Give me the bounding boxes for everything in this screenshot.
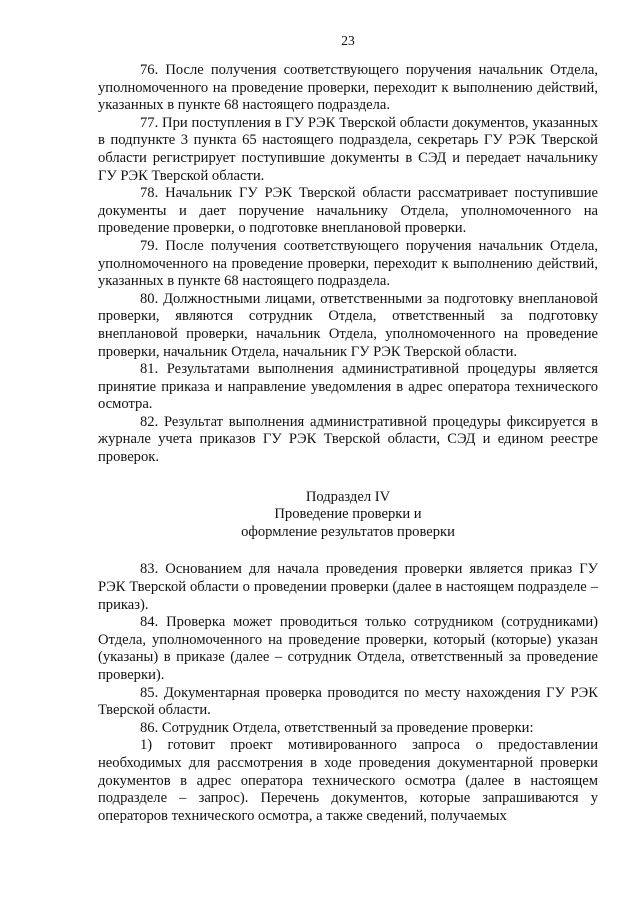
paragraph-84: 84. Проверка может проводиться только сотрудником (сотрудниками) Отдела, уполномоченного на проведение проверки, который (которые) указан (указаны) в приказе (далее – сотрудник Отдела, ответственный за проведение проверки).: [98, 614, 598, 683]
section-heading-title-line-1: Проведение проверки и: [274, 506, 422, 523]
section-heading-title-line-2: оформление результатов проверки: [241, 523, 455, 540]
paragraph-80: 80. Должностными лицами, ответственными за подготовку внеплановой проверки, являются сотрудник Отдела, ответственный за подготовку внеплановой проверки, начальник Отдела, уполномоченного на проведение проверки, начальник Отдела, начальник ГУ РЭК Тверской области.: [98, 290, 598, 360]
paragraph-82: 82. Результат выполнения административной процедуры фиксируется в журнале учета приказов ГУ РЭК Тверской области, СЭД и едином реестре проверок.: [98, 413, 598, 466]
page-number: 23: [341, 33, 355, 48]
section-heading: [98, 489, 598, 542]
paragraph-78: 78. Начальник ГУ РЭК Тверской области рассматривает поступившие документы и дает поручение начальнику Отдела, уполномоченного на проведение проверки, о подготовке внеплановой проверки.: [98, 185, 598, 237]
paragraph-79: 79. После получения соответствующего поручения начальник Отдела, уполномоченного на проведение проверки, переходит к выполнению действий, указанных в пункте 68 настоящего подраздела.: [98, 237, 598, 290]
paragraph-76: 76. После получения соответствующего поручения начальник Отдела, уполномоченного на проведение проверки, переходит к выполнению действий, указанных в пункте 68 настоящего подраздела.: [98, 62, 598, 114]
paragraph-85: 85. Документарная проверка проводится по месту нахождения ГУ РЭК Тверской области.: [98, 684, 598, 719]
paragraph-86: 86. Сотрудник Отдела, ответственный за проведение проверки:: [140, 719, 534, 736]
section-heading-subsection: Подраздел IV: [305, 488, 391, 505]
paragraph-77: 77. При поступления в ГУ РЭК Тверской области документов, указанных в подпункте 3 пункта 65 настоящего подраздела, секретарь ГУ РЭК Тверской области регистрирует поступившие документы в СЭД и передает начальнику ГУ РЭК Тверской области.: [98, 114, 598, 184]
paragraph-81: 81. Результатами выполнения административной процедуры является принятие приказа и направление уведомления в адрес оператора технического осмотра.: [98, 361, 598, 413]
paragraph-83: 83. Основанием для начала проведения проверки является приказ ГУ РЭК Тверской области о проведении проверки (далее в настоящем подразделе – приказ).: [98, 561, 598, 613]
paragraph-86-item-1: 1) готовит проект мотивированного запроса о предоставлении необходимых для рассмотрения в ходе проведения документарной проверки документов в адрес оператора технического осмотра (далее в настоящем подразделе – запрос). Перечень документов, которые запрашиваются у операторов технического осмотра, а также сведений, получаемых: [98, 737, 598, 824]
document-page: [98, 30, 598, 825]
